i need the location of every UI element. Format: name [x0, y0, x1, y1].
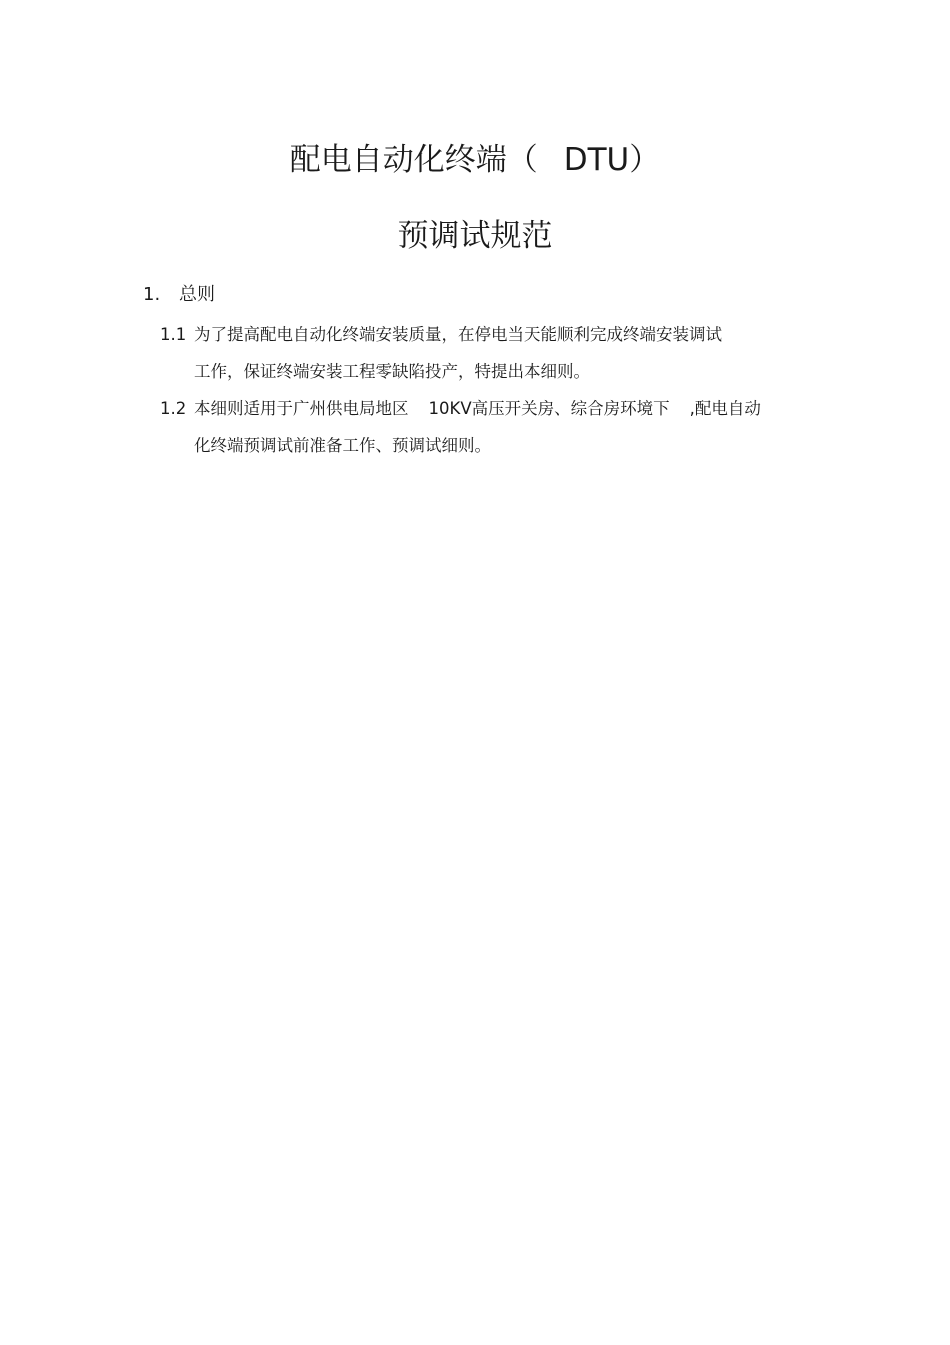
clause-text-part: 10KV高压开关房、综合房环境下: [428, 399, 670, 418]
clause-text-line: [194, 397, 761, 421]
section-number: 1.: [143, 284, 161, 305]
clause-text-line: 化终端预调试前准备工作、预调试细则。: [194, 436, 491, 455]
title-code: DTU）: [563, 142, 661, 178]
clause-text-part: 本细则适用于广州供电局地区: [194, 399, 409, 418]
clause-text-line: 为了提高配电自动化终端安装质量，在停电当天能顺利完成终端安装调试: [194, 325, 722, 344]
clause-number: 1.2: [160, 399, 187, 418]
title-text: 配电自动化终端（: [289, 142, 538, 178]
section-title: 总则: [179, 284, 215, 305]
section-heading: [143, 283, 215, 307]
clause-text-part: ,配电自动: [689, 399, 761, 418]
document-title-line-2: 预调试规范: [397, 218, 553, 254]
clause-number: 1.1: [160, 325, 187, 344]
document-title-line-1: [0, 140, 950, 180]
clause-text-line: 工作，保证终端安装工程零缺陷投产，特提出本细则。: [194, 362, 590, 381]
